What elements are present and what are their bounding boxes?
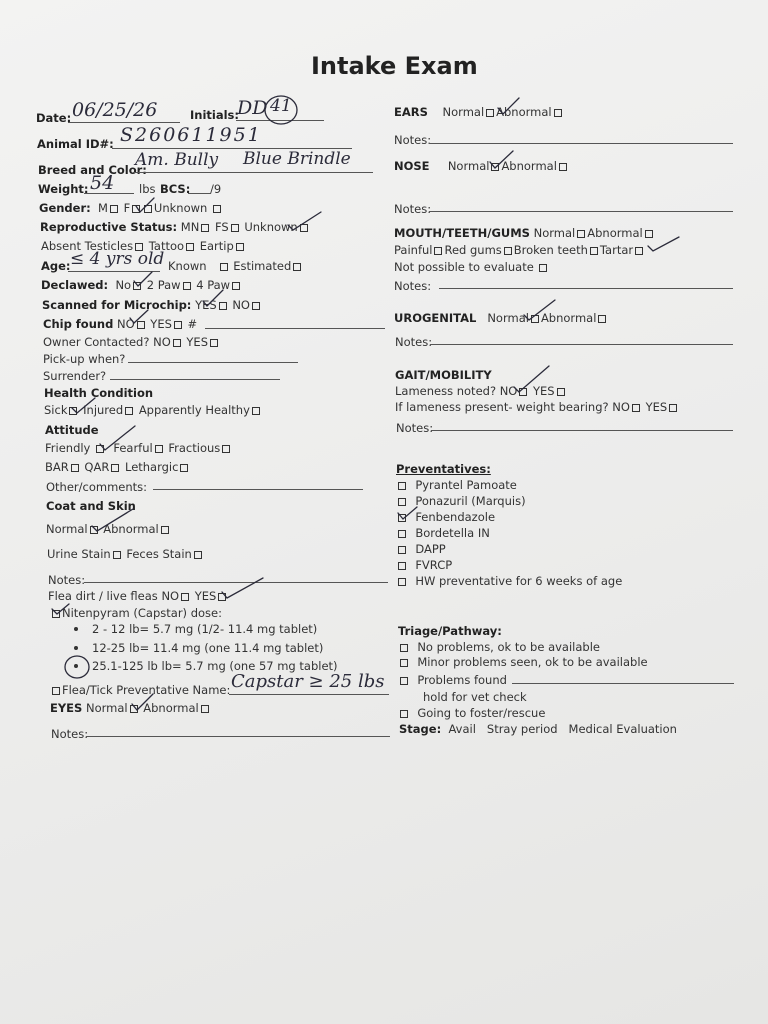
coat-notes-line: [84, 582, 388, 583]
repro-row: [40, 220, 310, 234]
preventatives-header: Preventatives:: [396, 462, 491, 476]
stage-label: Stage:: [399, 722, 442, 736]
breed-line: [133, 172, 373, 173]
urogenital-abnormal-checkbox[interactable]: [598, 315, 606, 323]
preventative-label: DAPP: [415, 542, 446, 556]
ears-abnormal: Abnormal: [496, 105, 552, 119]
dose-item-1: [74, 622, 317, 636]
ears-normal-checkbox[interactable]: [486, 109, 494, 117]
preventative-item: [396, 574, 622, 588]
preventative-checkbox[interactable]: [398, 482, 406, 490]
flea-yes-checkbox[interactable]: [218, 593, 226, 601]
coat-header: Coat and Skin: [46, 499, 136, 513]
coat-notes-label: Notes:: [48, 573, 86, 587]
mouth-label: MOUTH/TEETH/GUMS: [394, 226, 530, 240]
coat-normal: Normal: [46, 522, 88, 536]
gait-yes-checkbox[interactable]: [557, 388, 565, 396]
repro-unknown-checkbox[interactable]: [300, 224, 308, 232]
breed-value[interactable]: Am. Bully: [135, 150, 219, 170]
gender-row: [39, 201, 223, 215]
gait-weight-no-checkbox[interactable]: [632, 404, 640, 412]
gait-weight-yes: YES: [645, 400, 668, 414]
date-label: Date:: [36, 111, 72, 125]
preventative-label: Ponazuril (Marquis): [415, 494, 526, 508]
coat-normal-checkbox[interactable]: [90, 526, 98, 534]
urogenital-notes-label: Notes:: [395, 335, 433, 349]
eyes-label: EYES: [50, 701, 83, 715]
declawed-no-checkbox[interactable]: [133, 282, 141, 290]
owner-label: Owner Contacted?: [43, 335, 150, 349]
surrender-label: Surrender?: [43, 369, 107, 383]
triage-checkbox[interactable]: [400, 659, 408, 667]
chip-yes-checkbox[interactable]: [174, 321, 182, 329]
dose-bullet: [74, 646, 78, 650]
ears-normal: Normal: [442, 105, 485, 119]
eyes-normal: Normal: [85, 701, 128, 715]
dose-item-2: [74, 641, 323, 655]
gender-label: Gender:: [39, 201, 91, 215]
chip-label: Chip found: [43, 317, 114, 331]
nose-abnormal: Abnormal: [501, 159, 557, 173]
nose-normal-checkbox[interactable]: [491, 163, 499, 171]
dose-text: 12-25 lb= 11.4 mg (one 11.4 mg tablet): [92, 641, 324, 655]
eyes-row: [50, 701, 211, 715]
mouth-broken-teeth-checkbox[interactable]: [590, 247, 598, 255]
health-injured: Injured: [83, 403, 124, 417]
mouth-notes-line: [439, 288, 733, 289]
triage-checkbox[interactable]: [400, 710, 408, 718]
gait-weight-row: [395, 400, 679, 414]
age-options: [168, 259, 303, 273]
eyes-notes-line: [86, 736, 390, 737]
preventative-checkbox[interactable]: [398, 530, 406, 538]
health-row: [44, 403, 262, 417]
mouth-not-possible: Not possible to evaluate: [394, 260, 534, 274]
mouth-tartar-checkbox[interactable]: [635, 247, 643, 255]
scanned-no-checkbox[interactable]: [252, 302, 260, 310]
nitenpyram-row: [50, 606, 222, 620]
declawed-no: No: [115, 278, 132, 292]
initials-value[interactable]: DD: [237, 97, 268, 119]
gender-unknown-checkbox[interactable]: [144, 205, 152, 213]
tattoo: Tattoo: [148, 239, 185, 253]
urine-stain: Urine Stain: [47, 547, 111, 561]
flea-label: Flea dirt / live fleas: [48, 589, 158, 603]
attitude-row-2: [45, 460, 190, 474]
attitude-friendly: Friendly: [45, 441, 91, 455]
gait-weight-yes-checkbox[interactable]: [669, 404, 677, 412]
repro-unknown: Unknown: [244, 220, 298, 234]
gait-lameness: Lameness noted?: [395, 384, 497, 398]
preventative-item: [396, 558, 452, 572]
stage-row: [399, 722, 677, 736]
age-estimated-checkbox[interactable]: [293, 263, 301, 271]
triage-hold: hold for vet check: [423, 690, 527, 704]
preventative-item: [396, 494, 526, 508]
triage-item: [398, 640, 600, 654]
attitude-friendly-checkbox[interactable]: [96, 445, 104, 453]
triage-label: No problems, ok to be available: [417, 640, 600, 654]
eyes-normal-checkbox[interactable]: [130, 705, 138, 713]
urogenital-normal-checkbox[interactable]: [531, 315, 539, 323]
preventative-item: [396, 478, 517, 492]
other-line: [153, 489, 363, 490]
dose-text: 2 - 12 lb= 5.7 mg (1/2- 11.4 mg tablet): [92, 622, 318, 636]
weight-label: Weight:: [38, 182, 89, 196]
gait-yes: YES: [533, 384, 555, 398]
mouth-abnormal: Abnormal: [587, 226, 643, 240]
nitenpyram-label: Nitenpyram (Capstar) dose:: [62, 606, 222, 620]
declawed-label: Declawed:: [41, 278, 109, 292]
repro-fs-checkbox[interactable]: [231, 224, 239, 232]
triage-label: Problems found: [417, 673, 507, 687]
chip-hash: #: [187, 317, 198, 331]
eartip: Eartip: [199, 239, 234, 253]
declawed-4paw-checkbox[interactable]: [232, 282, 240, 290]
preventative-label: Pyrantel Pamoate: [415, 478, 517, 492]
attitude-fractious-checkbox[interactable]: [222, 445, 230, 453]
nose-normal: Normal: [447, 159, 490, 173]
animal-id-value[interactable]: S260611951: [120, 124, 262, 146]
health-header: Health Condition: [44, 386, 154, 400]
age-line: [68, 271, 160, 272]
breed-label: Breed and Color:: [38, 163, 147, 177]
stage-medical: Medical Evaluation: [568, 722, 677, 736]
age-known-checkbox[interactable]: [220, 263, 228, 271]
initials-label: Initials:: [190, 108, 239, 122]
coat-abnormal: Abnormal: [103, 522, 159, 536]
gender-m-checkbox[interactable]: [110, 205, 118, 213]
attitude-qar: QAR: [84, 460, 110, 474]
pickup-label: Pick-up when?: [43, 352, 126, 366]
mouth-painful: Painful: [394, 243, 433, 257]
eyes-abnormal: Abnormal: [143, 701, 199, 715]
color-value[interactable]: Blue Brindle: [243, 149, 351, 169]
urine-row: [47, 547, 204, 561]
age-label: Age:: [41, 259, 71, 273]
mouth-tartar: Tartar: [599, 243, 634, 257]
attitude-fearful-checkbox[interactable]: [155, 445, 163, 453]
owner-no-checkbox[interactable]: [173, 339, 181, 347]
declawed-2paw: 2 Paw: [146, 278, 181, 292]
mouth-row-2: [394, 243, 645, 257]
nose-row: [394, 159, 569, 173]
gait-weight-question: If lameness present- weight bearing?: [395, 400, 609, 414]
gait-weight-no: NO: [612, 400, 630, 414]
bcs-label: BCS:: [160, 182, 191, 196]
urogenital-row: [394, 311, 608, 325]
age-value[interactable]: ≤ 4 yrs old: [70, 249, 165, 269]
nose-label: NOSE: [394, 159, 430, 173]
health-sick: Sick: [44, 403, 68, 417]
flea-prev-label: Flea/Tick Preventative Name:: [62, 683, 231, 697]
repro-mn: MN: [180, 220, 200, 234]
flea-prev-line: [229, 694, 389, 695]
repro-mn-checkbox[interactable]: [201, 224, 209, 232]
feces-stain-checkbox[interactable]: [194, 551, 202, 559]
gait-notes-label: Notes:: [396, 421, 434, 435]
form-title: Intake Exam: [311, 52, 478, 80]
triage-label: Going to foster/rescue: [417, 706, 546, 720]
preventative-label: FVRCP: [415, 558, 453, 572]
ears-notes-label: Notes:: [394, 133, 432, 147]
mouth-red-gums: Red gums: [444, 243, 502, 257]
eyes-notes-label: Notes:: [51, 727, 89, 741]
mouth-normal-checkbox[interactable]: [577, 230, 585, 238]
attitude-fractious: Fractious: [168, 441, 221, 455]
coat-row: [46, 522, 171, 536]
gait-notes-line: [431, 430, 733, 431]
mouth-notes-label: Notes:: [394, 279, 432, 293]
gait-no-checkbox[interactable]: [519, 388, 527, 396]
mouth-row-3: [394, 260, 549, 274]
repro-label: Reproductive Status:: [40, 220, 178, 234]
health-sick-checkbox[interactable]: [69, 407, 77, 415]
health-healthy-checkbox[interactable]: [252, 407, 260, 415]
attitude-bar-checkbox[interactable]: [71, 464, 79, 472]
weight-unit: lbs: [139, 182, 156, 196]
owner-row: [43, 335, 220, 349]
mouth-not-possible-checkbox[interactable]: [539, 264, 547, 272]
urogenital-notes-line: [430, 344, 733, 345]
bcs-suffix: /9: [210, 182, 222, 196]
scanned-yes-checkbox[interactable]: [219, 302, 227, 310]
preventative-item: [396, 510, 495, 524]
flea-no-checkbox[interactable]: [181, 593, 189, 601]
chip-row: [43, 317, 197, 331]
chip-no: NO: [116, 317, 135, 331]
pickup-line: [128, 362, 298, 363]
gait-no: NO: [499, 384, 518, 398]
stage-avail: Avail: [448, 722, 476, 736]
declawed-2paw-checkbox[interactable]: [183, 282, 191, 290]
weight-value[interactable]: 54: [90, 172, 115, 194]
urogenital-label: UROGENITAL: [394, 311, 477, 325]
repro-fs: FS: [214, 220, 229, 234]
absent-testicles: Absent Testicles: [41, 239, 134, 253]
nose-notes-line: [429, 211, 733, 212]
chip-number-line: [205, 328, 385, 329]
owner-yes: YES: [186, 335, 208, 349]
scanned-no: NO: [232, 298, 250, 312]
gender-m: M: [98, 201, 108, 215]
gender-f-checkbox[interactable]: [132, 205, 140, 213]
attitude-fearful: Fearful: [113, 441, 153, 455]
gait-row: [395, 384, 567, 398]
date-line: [68, 122, 180, 123]
flea-no: NO: [161, 589, 180, 603]
tattoo-checkbox[interactable]: [186, 243, 194, 251]
flea-yes: YES: [194, 589, 217, 603]
flea-prev-checkbox[interactable]: [52, 687, 60, 695]
dose-bullet: [74, 627, 78, 631]
bcs-line: [188, 193, 210, 194]
triage-header: Triage/Pathway:: [398, 624, 502, 638]
dose-bullet: [74, 664, 78, 668]
triage-item: [398, 706, 545, 720]
nitenpyram-checkbox[interactable]: [52, 610, 60, 618]
preventative-label: Bordetella IN: [415, 526, 490, 540]
chip-yes: YES: [150, 317, 172, 331]
declawed-row: [41, 278, 242, 292]
preventative-label: HW preventative for 6 weeks of age: [415, 574, 623, 588]
triage-label: Minor problems seen, ok to be available: [417, 655, 648, 669]
urogenital-normal: Normal: [487, 311, 529, 325]
gender-extra-checkbox[interactable]: [213, 205, 221, 213]
gait-label: GAIT/MOBILITY: [395, 368, 492, 382]
flea-row: [48, 589, 228, 603]
preventative-checkbox[interactable]: [398, 578, 406, 586]
attitude-bar: BAR: [45, 460, 69, 474]
triage-item: [398, 655, 648, 669]
scanned-yes: YES: [195, 298, 217, 312]
preventative-checkbox[interactable]: [398, 562, 406, 570]
scanned-label: Scanned for Microchip:: [42, 298, 192, 312]
surrender-line: [110, 379, 280, 380]
ears-label: EARS: [394, 105, 428, 119]
owner-no: NO: [153, 335, 171, 349]
owner-yes-checkbox[interactable]: [210, 339, 218, 347]
mouth-normal: Normal: [533, 226, 576, 240]
problems-found-line: [512, 683, 734, 684]
chip-no-checkbox[interactable]: [137, 321, 145, 329]
attitude-lethargic-checkbox[interactable]: [180, 464, 188, 472]
flea-prev-value[interactable]: Capstar ≥ 25 lbs: [231, 671, 385, 692]
dose-text: 25.1-125 lb lb= 5.7 mg (one 57 mg tablet): [92, 659, 338, 673]
feces-stain: Feces Stain: [126, 547, 192, 561]
initials-circled-value[interactable]: 41: [270, 96, 292, 116]
preventative-label: Fenbendazole: [415, 510, 496, 524]
stage-stray: Stray period: [486, 722, 558, 736]
preventative-item: [396, 526, 490, 540]
mouth-painful-checkbox[interactable]: [434, 247, 442, 255]
age-estimated: Estimated: [233, 259, 292, 273]
preventative-checkbox[interactable]: [398, 514, 406, 522]
triage-item: [398, 673, 507, 687]
mouth-abnormal-checkbox[interactable]: [645, 230, 653, 238]
coat-abnormal-checkbox[interactable]: [161, 526, 169, 534]
declawed-4paw: 4 Paw: [196, 278, 231, 292]
nose-notes-label: Notes:: [394, 202, 432, 216]
health-healthy: Apparently Healthy: [138, 403, 250, 417]
attitude-lethargic: Lethargic: [124, 460, 179, 474]
triage-checkbox[interactable]: [400, 677, 408, 685]
mouth-row: [394, 226, 655, 240]
triage-checkbox[interactable]: [400, 644, 408, 652]
ears-notes-line: [429, 143, 733, 144]
urogenital-abnormal: Abnormal: [540, 311, 597, 325]
preventative-item: [396, 542, 446, 556]
age-known: Known: [168, 259, 207, 273]
initials-line: [236, 120, 324, 121]
gender-f: F: [123, 201, 131, 215]
urine-stain-checkbox[interactable]: [113, 551, 121, 559]
attitude-qar-checkbox[interactable]: [111, 464, 119, 472]
eartip-checkbox[interactable]: [236, 243, 244, 251]
mouth-broken-teeth: Broken teeth: [513, 243, 588, 257]
ears-row: [394, 105, 564, 119]
animal-id-label: Animal ID#:: [37, 137, 114, 151]
eyes-abnormal-checkbox[interactable]: [201, 705, 209, 713]
nose-abnormal-checkbox[interactable]: [559, 163, 567, 171]
flea-prev-row: [50, 683, 230, 697]
gender-unknown: Unknown: [153, 201, 208, 215]
other-label: Other/comments:: [46, 480, 148, 494]
health-injured-checkbox[interactable]: [125, 407, 133, 415]
mouth-red-gums-checkbox[interactable]: [504, 247, 512, 255]
attitude-row-1: [45, 441, 232, 455]
preventative-checkbox[interactable]: [398, 546, 406, 554]
attitude-header: Attitude: [45, 423, 99, 437]
ears-abnormal-checkbox[interactable]: [554, 109, 562, 117]
date-value[interactable]: 06/25/26: [72, 99, 158, 121]
scanned-row: [42, 298, 262, 312]
preventative-checkbox[interactable]: [398, 498, 406, 506]
